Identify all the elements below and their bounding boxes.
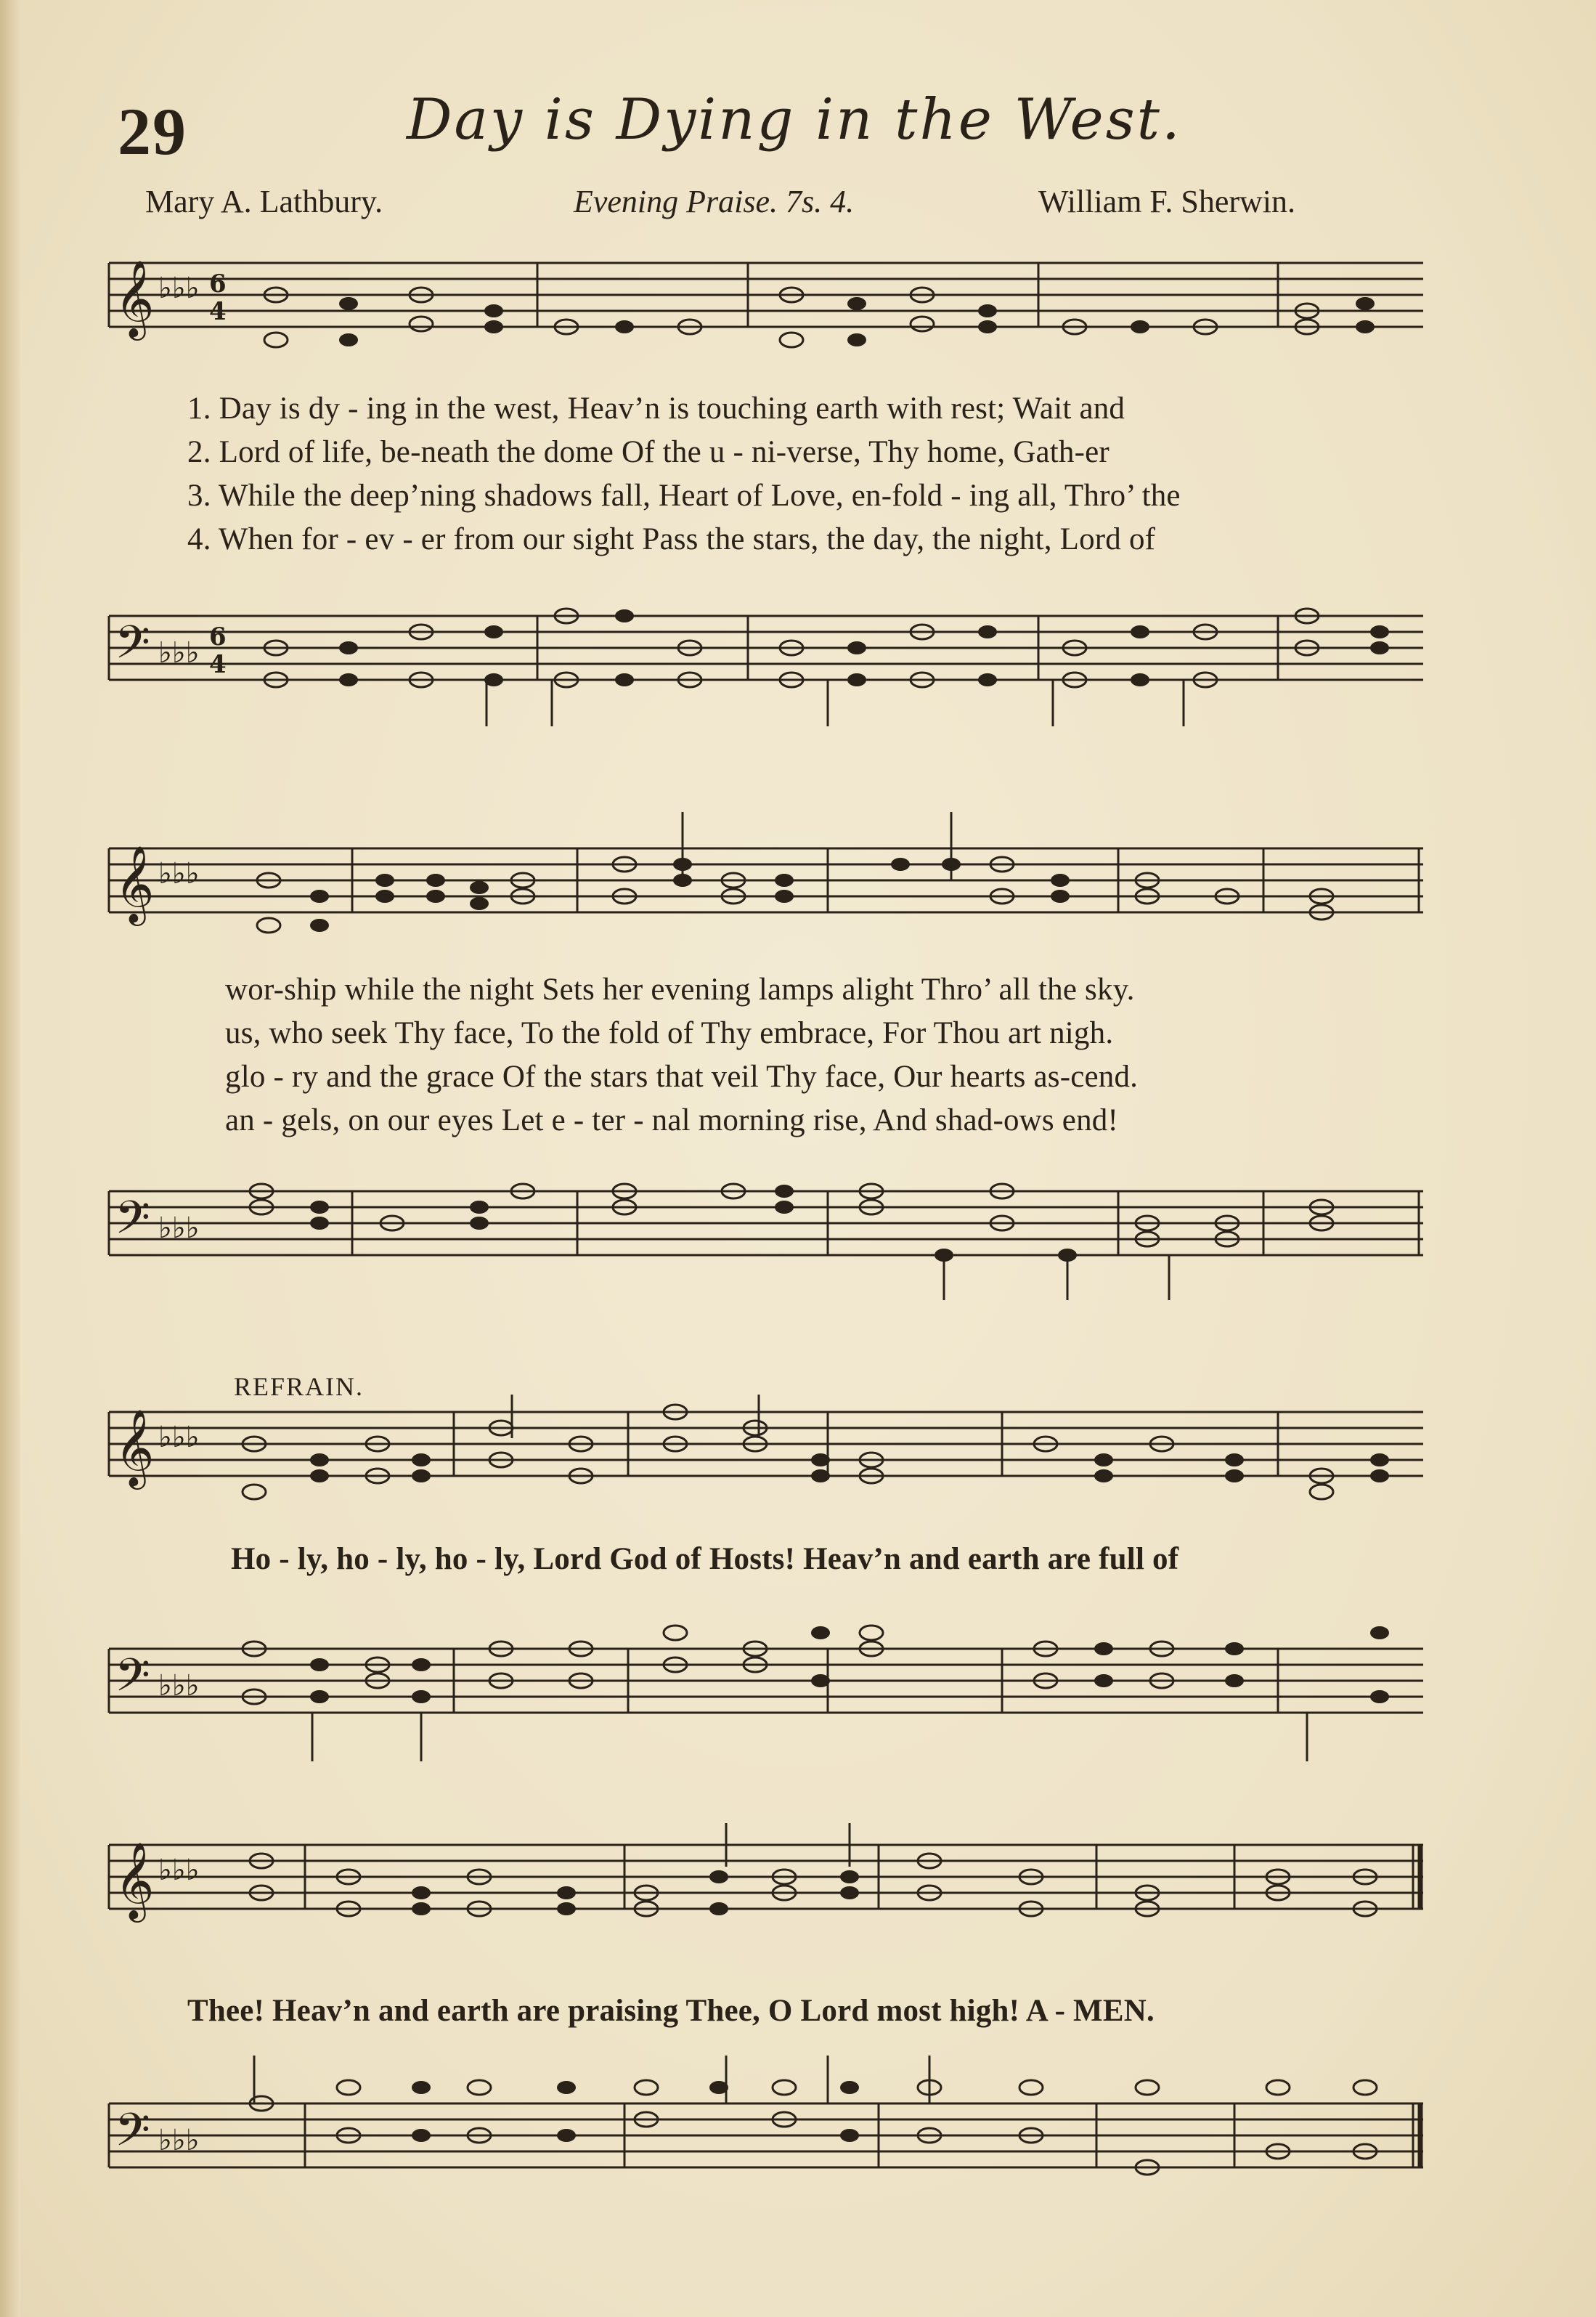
svg-text:𝄢: 𝄢 bbox=[115, 615, 150, 680]
refrain-lyric-line-2: Thee! Heav’n and earth are praising Thee, O Lord most high! A - MEN. bbox=[187, 1994, 1155, 2028]
svg-text:♭♭♭: ♭♭♭ bbox=[158, 636, 200, 670]
system1-treble-staff bbox=[102, 254, 1430, 363]
verse-1-line-1: 1. Day is dy - ing in the west, Heav’n is touching earth with rest; Wait and bbox=[187, 391, 1125, 426]
verse-2-line-1: 2. Lord of life, be-neath the dome Of the u - ni-verse, Thy home, Gath-er bbox=[187, 435, 1110, 469]
verse-3-line-1: 3. While the deep’ning shadows fall, Heart of Love, en-fold - ing all, Thro’ the bbox=[187, 479, 1181, 513]
svg-text:6: 6 bbox=[209, 269, 227, 299]
svg-text:♭♭♭: ♭♭♭ bbox=[158, 272, 200, 305]
svg-text:4: 4 bbox=[209, 297, 227, 326]
svg-text:𝄢: 𝄢 bbox=[115, 1190, 150, 1255]
svg-text:4: 4 bbox=[209, 650, 227, 679]
refrain-treble-staff-2 bbox=[102, 1823, 1430, 1954]
system2-bass-staff bbox=[102, 1148, 1430, 1307]
svg-text:♭♭♭: ♭♭♭ bbox=[158, 1421, 200, 1454]
refrain-label: REFRAIN. bbox=[234, 1372, 365, 1401]
system2-treble-staff bbox=[102, 812, 1430, 950]
hymn-number: 29 bbox=[118, 94, 187, 169]
svg-text:♭♭♭: ♭♭♭ bbox=[158, 1669, 200, 1703]
refrain-treble-staff bbox=[102, 1395, 1430, 1525]
verse-4-line-2: an - gels, on our eyes Let e - ter - nal morning rise, And shad-ows end! bbox=[225, 1103, 1119, 1137]
system1-bass-staff bbox=[102, 581, 1430, 741]
svg-text:𝄞: 𝄞 bbox=[115, 259, 155, 337]
author-credit: Mary A. Lathbury. bbox=[145, 184, 383, 219]
svg-text:𝄞: 𝄞 bbox=[115, 845, 155, 922]
verse-4-line-1: 4. When for - ev - er from our sight Pass the stars, the day, the night, Lord of bbox=[187, 522, 1156, 556]
svg-text:𝄢: 𝄢 bbox=[115, 1648, 150, 1713]
refrain-lyric-line-1: Ho - ly, ho - ly, ho - ly, Lord God of Hosts! Heav’n and earth are full of bbox=[231, 1542, 1179, 1576]
svg-text:6: 6 bbox=[209, 622, 227, 652]
svg-text:♭♭♭: ♭♭♭ bbox=[158, 2124, 200, 2157]
refrain-bass-staff-2 bbox=[102, 2034, 1430, 2194]
refrain-bass-staff-1 bbox=[102, 1612, 1430, 1772]
hymn-title: Day is Dying in the West. bbox=[407, 87, 1182, 153]
verse-1-line-2: wor-ship while the night Sets her evening lamps alight Thro’ all the sky. bbox=[225, 973, 1135, 1007]
svg-text:♭♭♭: ♭♭♭ bbox=[158, 1212, 200, 1245]
svg-text:♭♭♭: ♭♭♭ bbox=[158, 857, 200, 890]
book-spine-shadow bbox=[0, 0, 20, 2317]
svg-text:𝄢: 𝄢 bbox=[115, 2103, 150, 2167]
verse-3-line-2: glo - ry and the grace Of the stars that veil Thy face, Our hearts as-cend. bbox=[225, 1060, 1139, 1094]
tune-name: Evening Praise. 7s. 4. bbox=[574, 184, 855, 219]
svg-text:𝄞: 𝄞 bbox=[115, 1841, 155, 1919]
hymn-credits bbox=[145, 183, 1409, 227]
svg-text:♭♭♭: ♭♭♭ bbox=[158, 1854, 200, 1887]
composer-credit: William F. Sherwin. bbox=[1038, 184, 1296, 219]
svg-text:𝄞: 𝄞 bbox=[115, 1408, 155, 1486]
verse-2-line-2: us, who seek Thy face, To the fold of Thy embrace, For Thou art nigh. bbox=[225, 1016, 1114, 1050]
